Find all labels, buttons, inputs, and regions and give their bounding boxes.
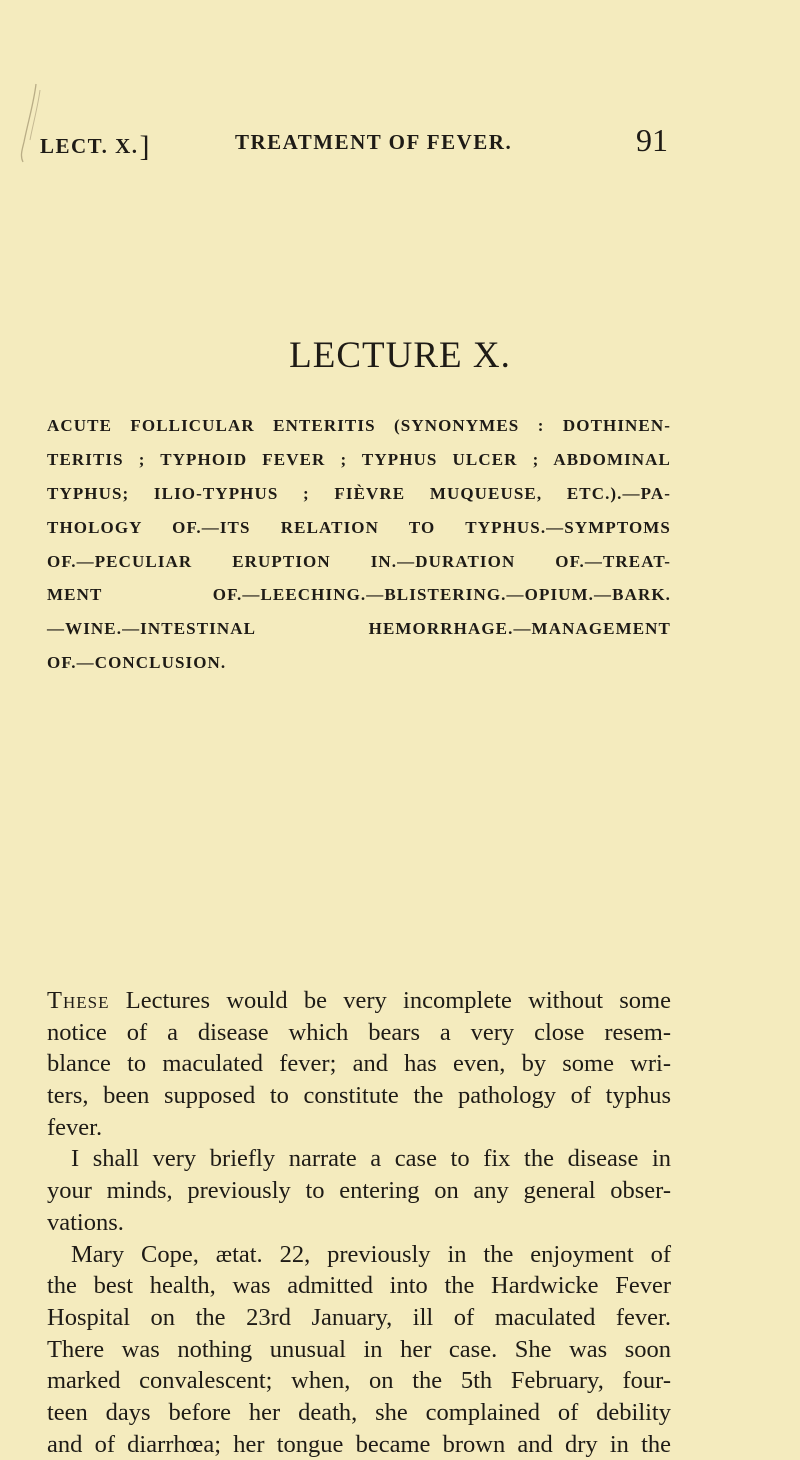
paragraph-line: teen days before her death, she complained of debility	[47, 1398, 671, 1426]
paragraph-line: I shall very briefly narrate a case to fix the disease in	[71, 1145, 671, 1173]
paragraph-line: There was nothing unusual in her case. She was soon	[47, 1335, 671, 1363]
paragraph-line: vations.	[47, 1208, 124, 1236]
synopsis-line: OF.—PECULIAR ERUPTION IN.—DURATION OF.—TREAT-	[47, 551, 671, 571]
paragraph-line: your minds, previously to entering on any general obser-	[47, 1177, 671, 1205]
synopsis-line: OF.—CONCLUSION.	[47, 653, 227, 673]
synopsis-line: MENT OF.—LEECHING.—BLISTERING.—OPIUM.—BARK.	[47, 585, 671, 605]
paragraph-line: marked convalescent; when, on the 5th February, four-	[47, 1367, 671, 1395]
paragraph-line: fever.	[47, 1113, 103, 1141]
paragraph-line: blance to maculated fever; and has even, by some wri-	[47, 1050, 671, 1078]
paragraph-line: Mary Cope, ætat. 22, previously in the enjoyment of	[71, 1240, 671, 1268]
synopsis-line: TERITIS ; TYPHOID FEVER ; TYPHUS ULCER ; ABDOMINAL	[47, 449, 671, 469]
paragraph-line: ters, been supposed to constitute the pathology of typhus	[47, 1082, 671, 1110]
header-lecture-ref: LECT. X.]	[40, 130, 152, 163]
synopsis-line: THOLOGY OF.—ITS RELATION TO TYPHUS.—SYMPTOMS	[47, 517, 671, 537]
synopsis-line: —WINE.—INTESTINAL HEMORRHAGE.—MANAGEMENT	[47, 619, 671, 639]
lecture-synopsis	[47, 409, 671, 680]
synopsis-line: ACUTE FOLLICULAR ENTERITIS (SYNONYMES : DOTHINEN-	[47, 416, 671, 435]
running-header	[40, 122, 668, 168]
paragraph-line: These Lectures would be very incomplete without some	[47, 987, 671, 1014]
page-number: 91	[636, 122, 668, 158]
paragraph-line: and of diarrhœa; her tongue became brown and dry in the	[47, 1430, 671, 1458]
header-title: TREATMENT OF FEVER.	[235, 130, 513, 154]
lecture-title: LECTURE X.	[289, 335, 511, 376]
paragraph-line: Hospital on the 23rd January, ill of maculated fever.	[47, 1303, 671, 1331]
body-text	[47, 985, 671, 1460]
opening-word: These	[47, 987, 110, 1014]
synopsis-line: TYPHUS; ILIO-TYPHUS ; FIÈVRE MUQUEUSE, ETC.).—PA-	[47, 483, 671, 503]
paragraph-line: notice of a disease which bears a very close resem-	[47, 1018, 671, 1046]
paragraph-line: the best health, was admitted into the Hardwicke Fever	[47, 1272, 671, 1300]
